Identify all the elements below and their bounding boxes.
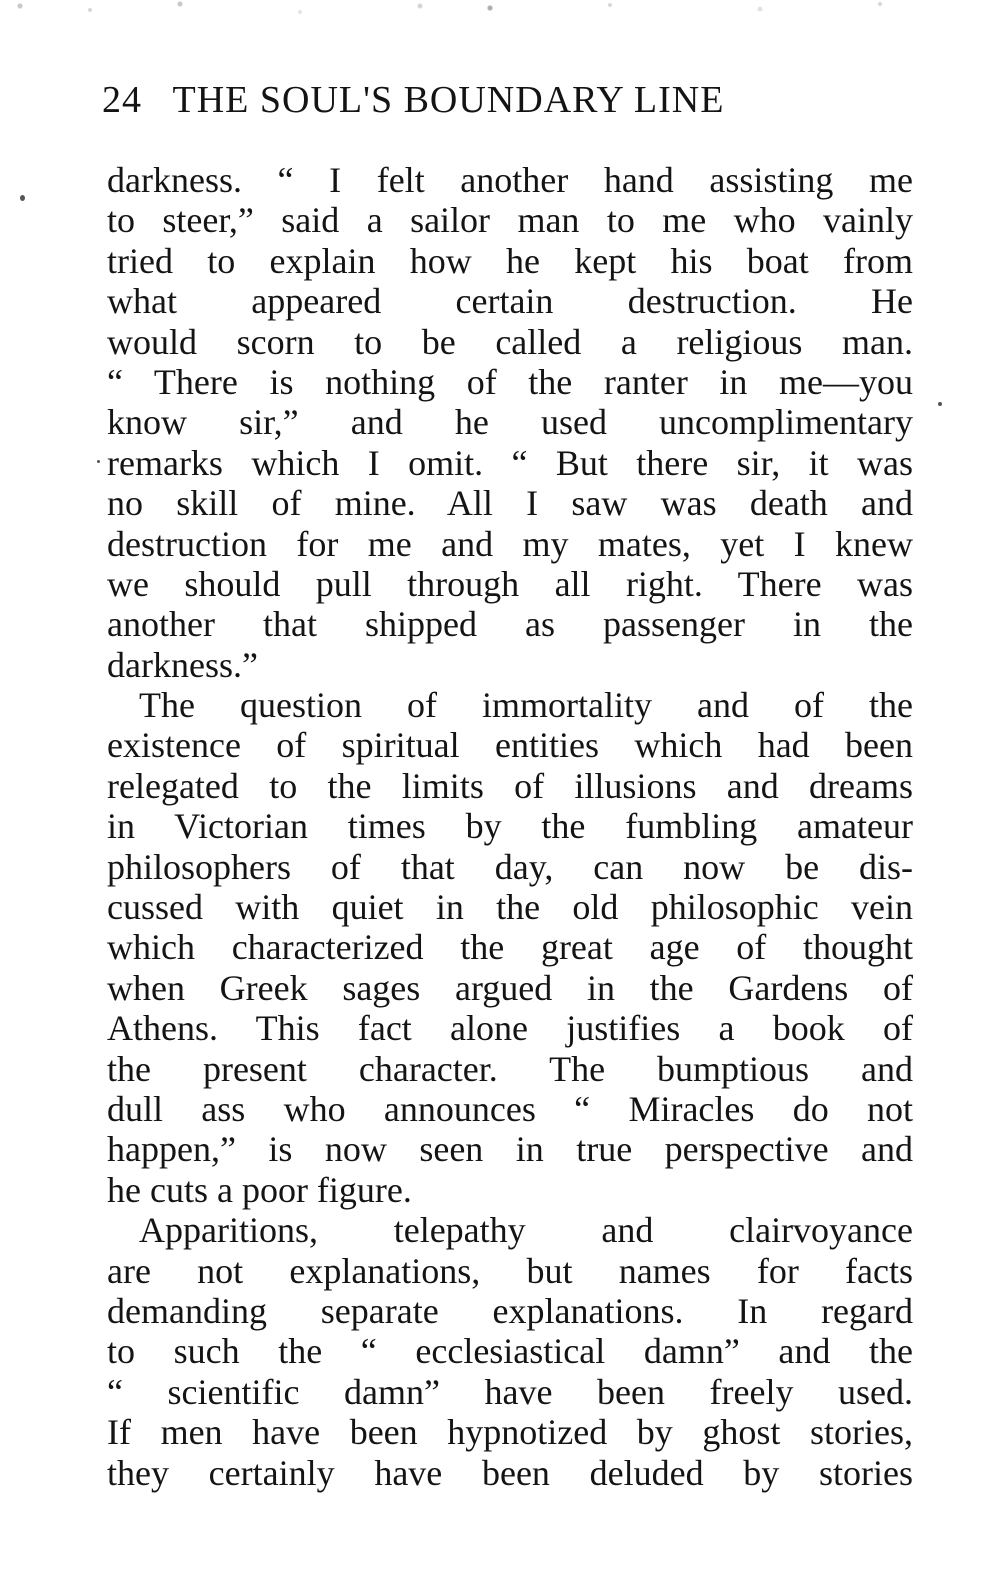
text-line: happen,” is now seen in true perspective and: [107, 1129, 913, 1170]
paragraph-start-line: Apparitions, telepathy and clairvoyance: [139, 1210, 913, 1251]
text-line: dull ass who announces “ Miracles do not: [107, 1088, 913, 1129]
text-line: relegated to the limits of illusions and dreams: [107, 765, 913, 806]
text-line: we should pull through all right. There was: [107, 563, 913, 604]
text-line: in Victorian times by the fumbling amateur: [107, 806, 913, 847]
ink-speck: [97, 460, 100, 463]
text-line: cussed with quiet in the old philosophic vein: [107, 887, 913, 928]
running-title: THE SOUL'S BOUNDARY LINE: [172, 79, 725, 121]
text-line: which characterized the great age of thought: [107, 927, 913, 968]
text-line: darkness.”: [107, 644, 258, 685]
text-line: darkness. “ I felt another hand assisting me: [107, 160, 913, 200]
page-number: 24: [102, 79, 142, 121]
text-line: he cuts a poor figure.: [107, 1169, 412, 1210]
scan-edge-noise: [0, 0, 1000, 40]
paragraph-start-line: The question of immortality and of the: [139, 685, 913, 726]
text-line: when Greek sages argued in the Gardens of: [107, 967, 913, 1008]
text-line: tried to explain how he kept his boat from: [107, 240, 913, 281]
body-text: [107, 160, 913, 1493]
text-line: philosophers of that day, can now be dis-: [107, 846, 913, 887]
text-line: the present character. The bumptious and: [107, 1048, 913, 1089]
text-line: would scorn to be called a religious man.: [107, 321, 913, 362]
ink-speck: [938, 402, 942, 406]
text-line: to such the “ ecclesiastical damn” and the: [107, 1331, 913, 1372]
text-line: know sir,” and he used uncomplimentary: [107, 402, 913, 443]
text-line: If men have been hypnotized by ghost stories,: [107, 1412, 913, 1453]
text-line: existence of spiritual entities which had been: [107, 725, 913, 766]
text-line: what appeared certain destruction. He: [107, 281, 913, 322]
text-line: Athens. This fact alone justifies a book of: [107, 1008, 913, 1049]
page-header: [102, 78, 902, 128]
text-line: they certainly have been deluded by stories: [107, 1452, 913, 1493]
text-line: no skill of mine. All I saw was death and: [107, 483, 913, 524]
text-line: destruction for me and my mates, yet I knew: [107, 523, 913, 564]
text-line: “ There is nothing of the ranter in me—you: [107, 361, 913, 402]
text-line: remarks which I omit. “ But there sir, it was: [107, 442, 913, 483]
text-line: to steer,” said a sailor man to me who vainly: [107, 200, 913, 241]
text-line: are not explanations, but names for facts: [107, 1250, 913, 1291]
text-line: demanding separate explanations. In regard: [107, 1290, 913, 1331]
text-line: “ scientific damn” have been freely used.: [107, 1371, 913, 1412]
ink-speck: [20, 195, 25, 201]
text-line: another that shipped as passenger in the: [107, 604, 913, 645]
